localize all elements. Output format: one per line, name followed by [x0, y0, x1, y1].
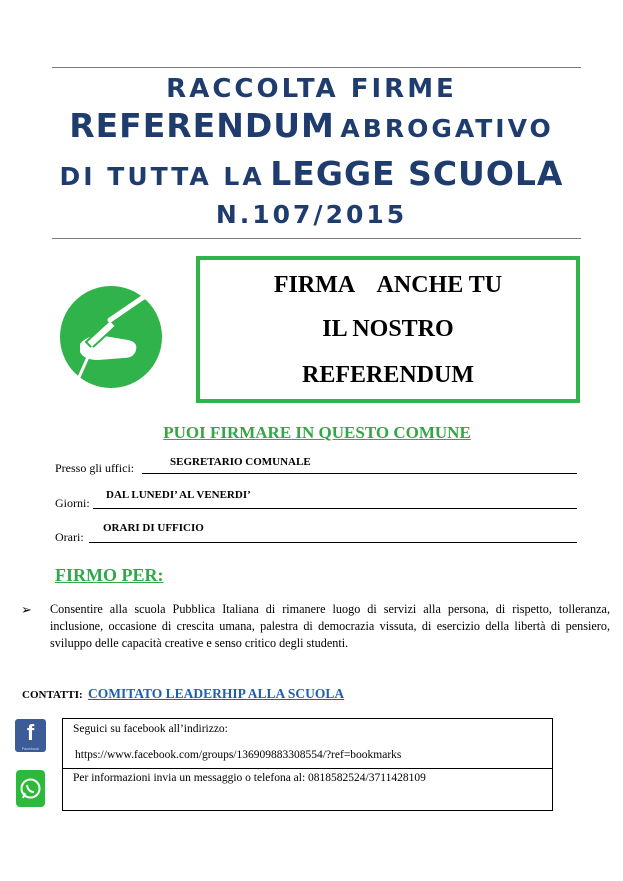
title-line-3: DI TUTTA LA LEGGE SCUOLA — [59, 154, 564, 193]
contacts-label: CONTATTI: — [22, 689, 83, 701]
title-line-4: N.107/2015 — [215, 200, 408, 229]
firmo-per-heading: FIRMO PER: — [55, 565, 164, 585]
bottom-rule — [52, 238, 581, 239]
title-line-2: REFERENDUM ABROGATIVO — [69, 106, 554, 145]
bullet-text: Consentire alla scuola Pubblica Italiana di rimanere luogo di servizi alla persona, di rispetto, tolleranza, inclusione, occasione di crescita umana, palestra di democrazia vissuta, di esercizio della libertà di pensiero, sviluppo delle capacità creative e senso critico degli studenti. — [50, 602, 610, 650]
field-value-orari: ORARI DI UFFICIO — [103, 522, 204, 534]
callout-line-1: FIRMA ANCHE TU — [273, 272, 503, 298]
field-value-giorni: DAL LUNEDI’ AL VENERDI’ — [106, 489, 251, 501]
contacts-table — [62, 718, 553, 811]
top-rule — [52, 67, 581, 68]
contacts-link[interactable]: COMITATO LEADERHIP ALLA SCUOLA — [88, 686, 345, 701]
facebook-url[interactable]: https://www.facebook.com/groups/1369098833085​54/?ref=bookmarks — [75, 749, 402, 761]
bullet-arrow-icon: ➢ — [21, 602, 32, 617]
field-label-orari: Orari: — [55, 530, 84, 544]
callout-line-3: REFERENDUM — [302, 362, 474, 388]
field-line-giorni — [93, 508, 577, 509]
sign-here-heading: PUOI FIRMARE IN QUESTO COMUNE — [163, 423, 471, 442]
field-value-uffici: SEGRETARIO COMUNALE — [170, 456, 311, 468]
field-label-giorni: Giorni: — [55, 496, 90, 510]
sign-pen-icon — [58, 284, 164, 390]
phone-info: Per informazioni invia un messaggio o telefona al: 0818582524/3711428109 — [73, 772, 426, 784]
whatsapp-icon[interactable] — [16, 770, 45, 807]
table-divider — [63, 768, 552, 769]
field-line-orari — [89, 542, 577, 543]
facebook-icon-caption: Facebook — [21, 746, 40, 751]
field-line-uffici — [142, 473, 577, 474]
sign-callout-box — [196, 256, 580, 403]
facebook-intro: Seguici su facebook all’indirizzo: — [73, 723, 228, 735]
field-label-uffici: Presso gli uffici: — [55, 461, 135, 475]
title-line-1: RACCOLTA FIRME — [166, 74, 457, 104]
callout-line-2: IL NOSTRO — [322, 316, 454, 342]
facebook-icon[interactable]: f Facebook — [15, 719, 46, 752]
